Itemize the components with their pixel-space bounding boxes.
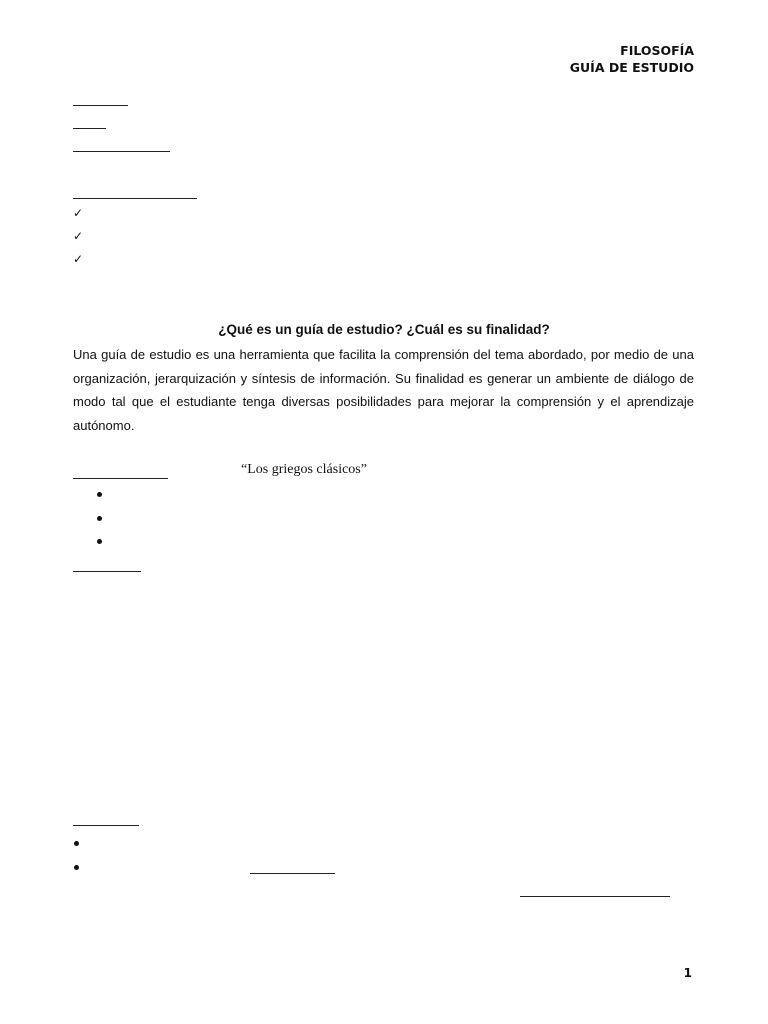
- blank-line-8: [250, 873, 335, 874]
- blank-line-5: [73, 478, 168, 479]
- blank-line-6: [73, 571, 141, 572]
- blank-line-2: [73, 128, 106, 129]
- bullet-icon: [74, 841, 79, 846]
- unit-title: “Los griegos clásicos”: [241, 462, 367, 477]
- bullet-icon: [97, 492, 102, 497]
- document-header: [570, 42, 694, 76]
- document-type: GUÍA DE ESTUDIO: [569, 60, 694, 75]
- blank-line-1: [73, 105, 128, 106]
- check-icon: ✓: [73, 229, 84, 243]
- blank-line-9: [520, 896, 670, 897]
- intro-title: ¿Qué es un guía de estudio? ¿Cuál es su finalidad?: [218, 322, 550, 337]
- bullet-icon: [74, 865, 79, 870]
- page-number: 1: [683, 966, 692, 980]
- blank-line-4: [73, 198, 197, 199]
- check-icon: ✓: [73, 252, 84, 266]
- blank-line-3: [73, 151, 170, 152]
- subject-title: FILOSOFÍA: [620, 43, 694, 58]
- bullet-icon: [97, 516, 102, 521]
- blank-line-7: [73, 825, 139, 826]
- check-icon: ✓: [73, 206, 84, 220]
- bullet-icon: [97, 539, 102, 544]
- intro-paragraph: Una guía de estudio es una herramienta que facilita la comprensión del tema abordado, por medio de una organización, jerarquización y síntesis de información. Su finalidad es generar un ambiente de diálogo de modo tal que el estudiante tenga diversas posibilidades para mejorar la comprensión y el aprendizaje autónomo.: [73, 347, 694, 433]
